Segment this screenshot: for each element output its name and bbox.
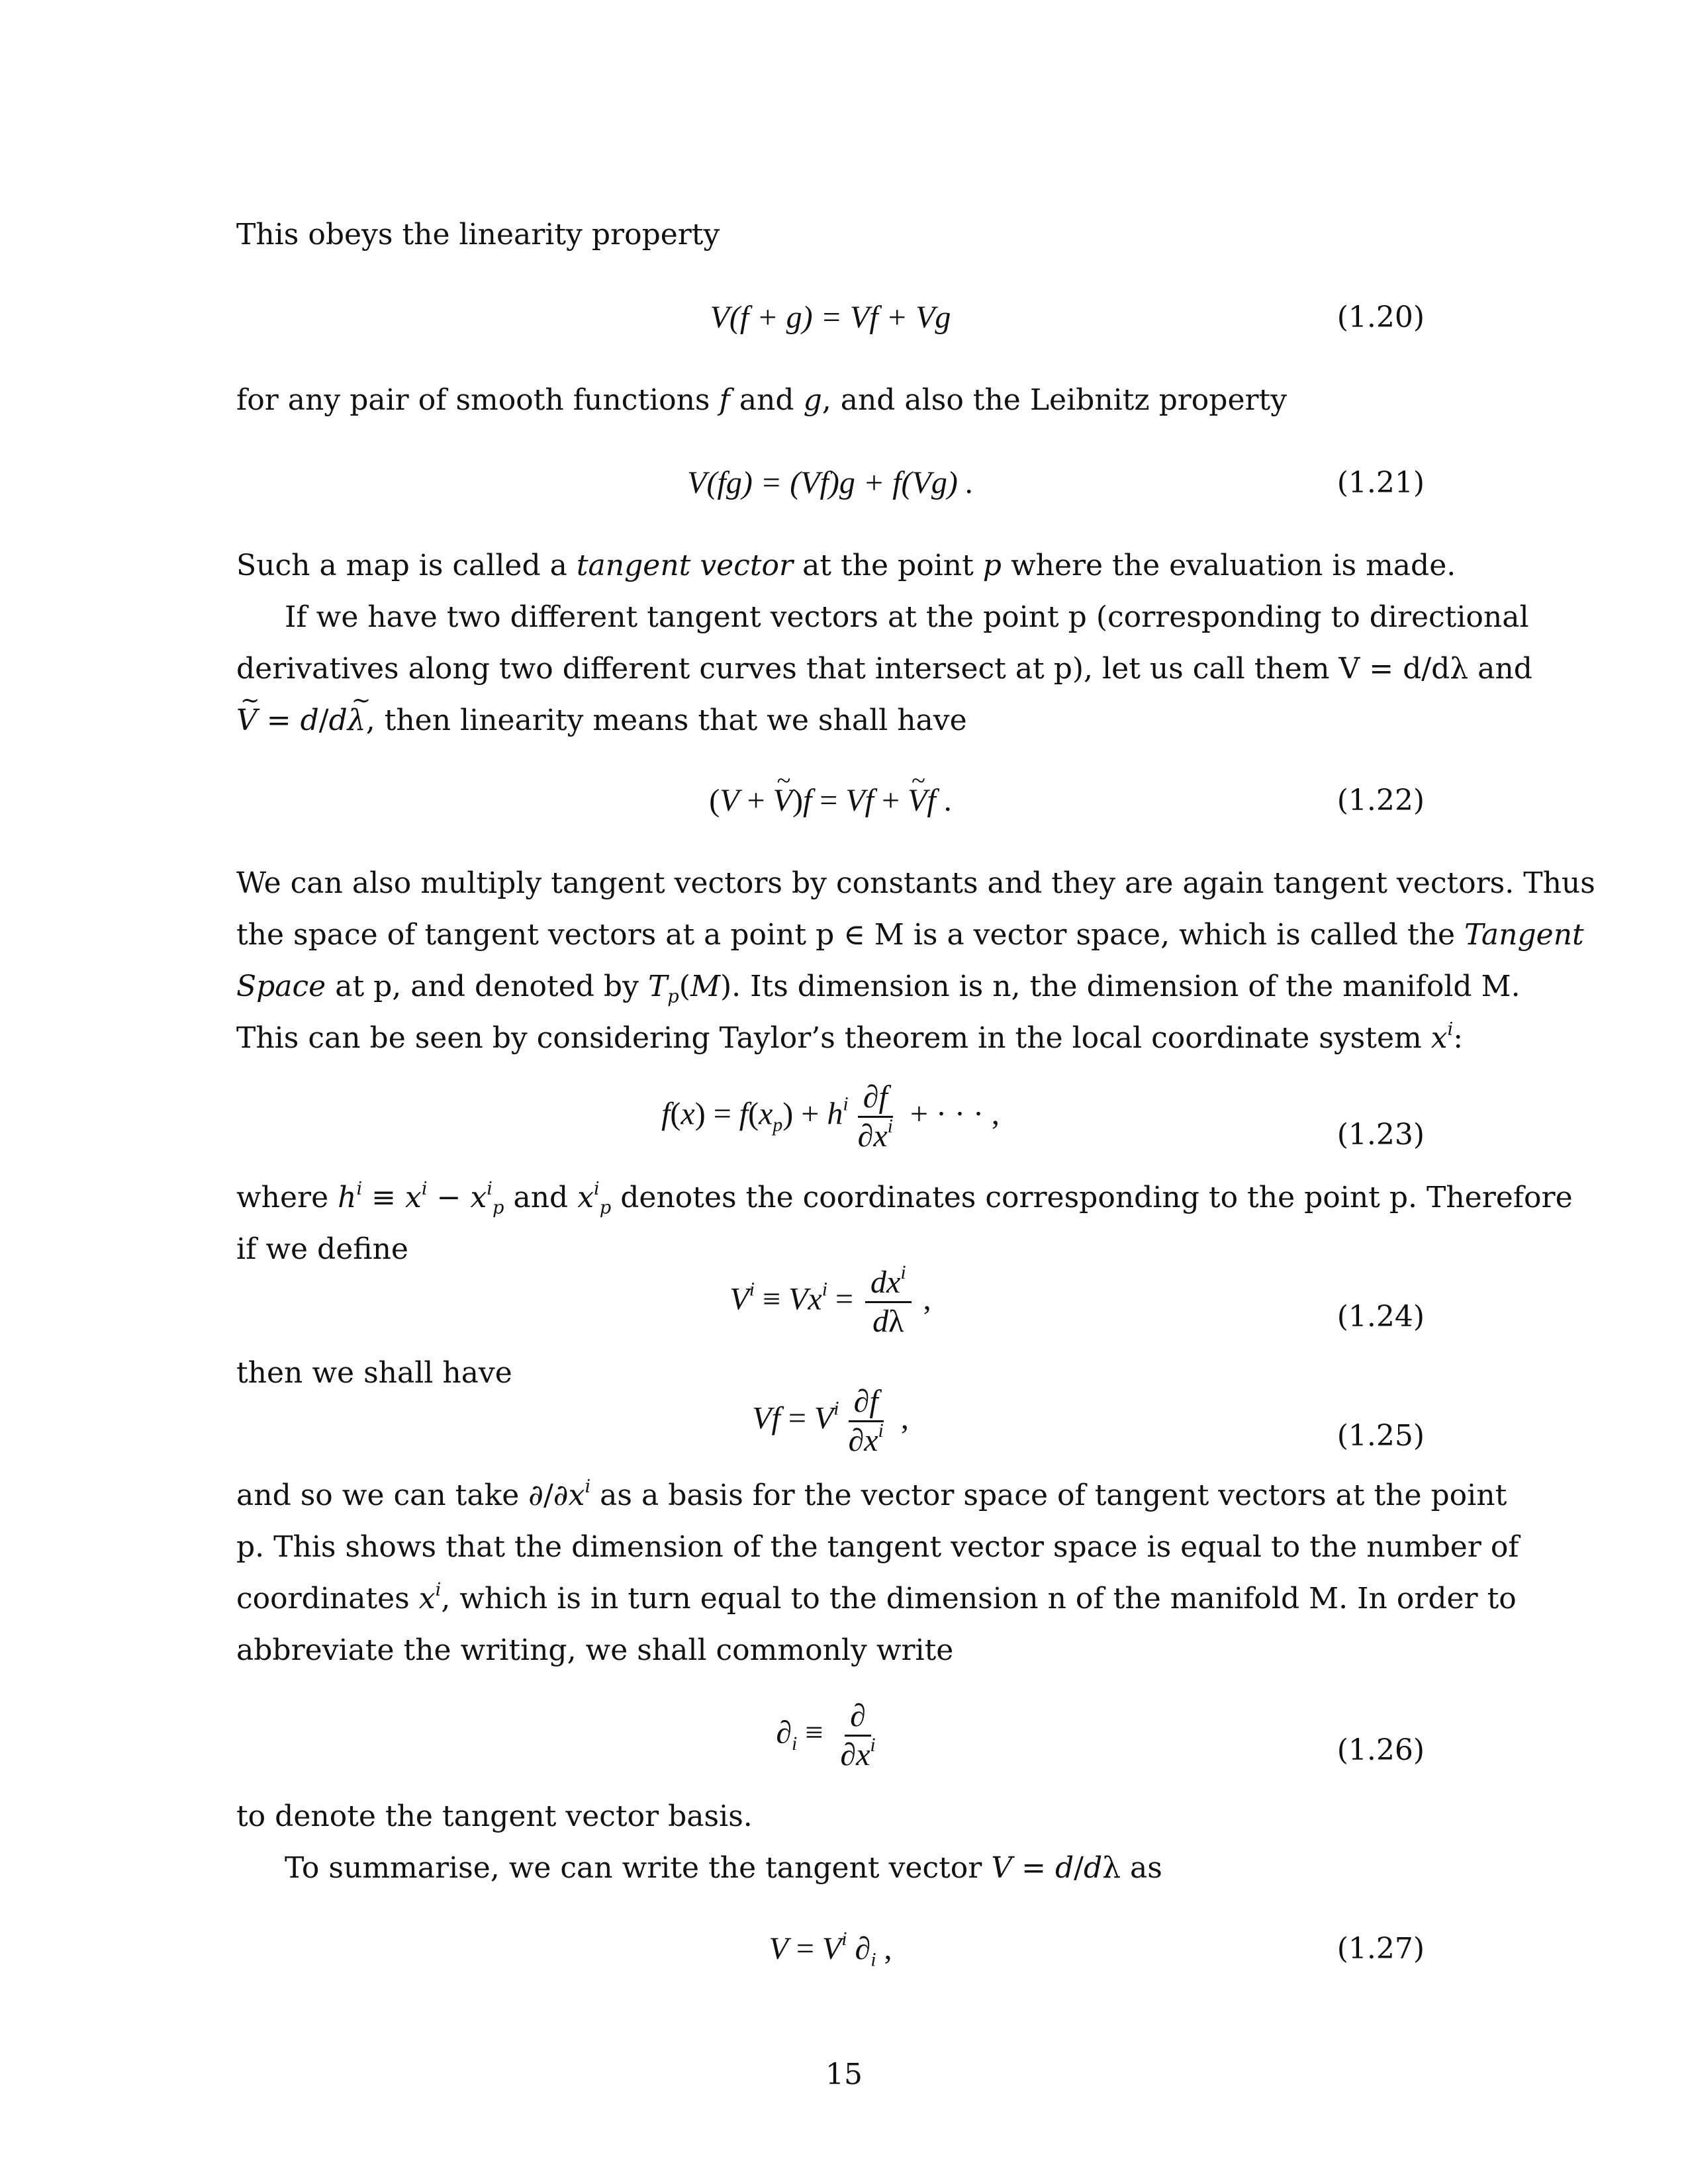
equation-1-25 [236,1384,1425,1466]
equation-1-26 [236,1698,1425,1780]
equation-number: (1.26) [1336,1733,1425,1767]
paragraph-two-tangent-vectors-line3: ~ V = d/d~ λ, then linearity means that we shall have [236,701,1425,741]
paragraph-taylor-line2: if we define [236,1232,408,1266]
paragraph-summarise: To summarise, we can write the tangent vector V = d/dλ as [285,1851,1162,1885]
equation-formula: $V = V^i$ $\partial_i$ , [769,1928,892,1971]
equation-1-22 [236,781,1425,860]
equation-formula: $Vf = V^i$ $\frac{\partial f}{\partial x^i}$ , [752,1384,909,1458]
paragraph-two-tangent-vectors-line1: If we have two different tangent vectors at the point p (corresponding to directional [285,600,1529,634]
paragraph-taylor-line1: where $h^i \equiv x^i - x^i_p$ and $x^i_p$ denotes the coordinates corresponding to the point p. Therefore [236,1178,1573,1218]
equation-1-24 [236,1261,1425,1347]
equation-number: (1.25) [1336,1419,1425,1453]
paragraph-tangent-space-line1: We can also multiply tangent vectors by constants and they are again tangent vectors. Thus [236,866,1595,900]
equation-1-23 [236,1079,1425,1165]
paragraph-tangent-vector-definition: Such a map is called a tangent vector at the point p where the evaluation is made. [236,549,1456,582]
equation-number: (1.27) [1336,1932,1425,1966]
equation-formula: V(f + g) = Vf + Vg [710,300,951,335]
equation-number: (1.22) [1336,784,1425,817]
equation-1-20 [236,298,1425,377]
paragraph-two-tangent-vectors-line2: derivatives along two different curves that intersect at p), let us call them V = d/dλ and [236,652,1532,686]
equation-number: (1.20) [1336,300,1425,334]
paragraph-linearity-intro: This obeys the linearity property [236,218,720,251]
equation-1-27 [236,1929,1425,2009]
paragraph-then-we-have: then we shall have [236,1356,512,1390]
paragraph-basis-line3: coordinates $x^i$, which is in turn equal to the dimension n of the manifold M. In order to [236,1579,1517,1615]
equation-number: (1.23) [1336,1118,1425,1152]
equation-1-21 [236,463,1425,543]
paragraph-basis-line4: abbreviate the writing, we shall commonly write [236,1633,954,1667]
paragraph-basis-line2: p. This shows that the dimension of the tangent vector space is equal to the number of [236,1530,1519,1564]
page-number: 15 [825,2058,863,2091]
equation-formula: V(fg) = (Vf)g + f(Vg) . [687,465,974,500]
paragraph-tangent-space-line2: the space of tangent vectors at a point p ∈ M is a vector space, which is called the Tangent [236,918,1584,952]
paragraph-basis-line1: and so we can take $\partial/\partial x^i$ as a basis for the vector space of tangent vectors at the point [236,1476,1507,1512]
paragraph-leibnitz-intro: for any pair of smooth functions f and g, and also the Leibnitz property [236,383,1288,417]
equation-number: (1.21) [1336,466,1425,500]
equation-formula: $V^i \equiv Vx^i$ = $\frac{dx^i}{d\lambda}$ , [729,1261,931,1339]
equation-formula: $f(x) = f(x_p) + h^i$ $\frac{\partial f}{\partial x^i}$ + · · · , [661,1079,1000,1154]
paragraph-tangent-space-line4: This can be seen by considering Taylor’s theorem in the local coordinate system $x^i$: [236,1019,1464,1055]
paragraph-tangent-basis: to denote the tangent vector basis. [236,1799,753,1833]
equation-formula: (V + ~ V)f = Vf + ~ Vf . [236,781,1425,821]
equation-formula: $\partial_i$ ≡ $\frac{\partial}{\partial x^i}$ [776,1698,876,1772]
emphasis-tangent-vector: tangent vector [576,549,794,582]
paragraph-tangent-space-line3: Space at p, and denoted by $T_p(M)$. Its dimension is n, the dimension of the manifold M. [236,970,1521,1007]
equation-number: (1.24) [1336,1300,1425,1334]
